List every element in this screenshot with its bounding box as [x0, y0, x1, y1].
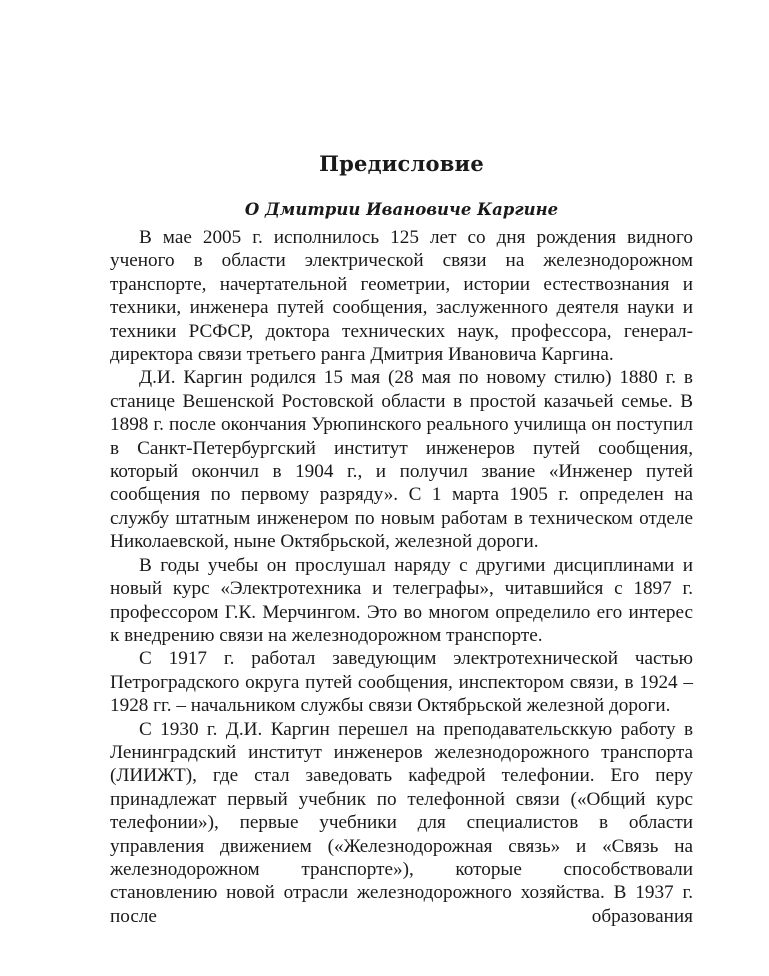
paragraph: С 1917 г. работал заведующим электротехнической частью Петроградского округа путей сообщения, инспектором связи, в 1924 – 1928 гг. – начальником службы связи Октябрьской железной дороги. [110, 648, 693, 717]
paragraph: С 1930 г. Д.И. Каргин перешел на преподавательсккую работу в Ленинградский институт инженеров железнодорожного транспорта (ЛИИЖТ), где стал заведовать кафедрой телефонии. Его перу принадлежат первый учебник по телефонной связи («Общий курс телефонии»), первые учебники для специалистов в области управления движением («Железнодорожная связь» и «Связь на железнодорожном транспорте»), которые способствовали становлению новой отрасли железнодорожного хозяйства. В 1937 г. после образования [110, 718, 693, 927]
page-title: Предисловие [319, 151, 484, 176]
body-text [110, 226, 693, 928]
paragraph: В годы учебы он прослушал наряду с другими дисциплинами и новый курс «Электротехника и телеграфы», читавшийся с 1897 г. профессором Г.К. Мерчингом. Это во многом определило его интерес к внедрению связи на железнодорожном транспорте. [110, 554, 693, 646]
page-content [110, 148, 693, 928]
paragraph: Д.И. Каргин родился 15 мая (28 мая по новому стилю) 1880 г. в станице Вешенской Ростовской области в простой казачьей семье. В 1898 г. после окончания Урюпинского реального училища он поступил в Санкт-Петербургский институт инженеров путей сообщения, который окончил в 1904 г., и получил звание «Инженер путей сообщения по первому разряду». С 1 марта 1905 г. определен на службу штатным инженером по новым работам в техническом отделе Николаевской, ныне Октябрьской, железной дороги. [110, 367, 693, 553]
section-subtitle: О Дмитрии Ивановиче Каргине [244, 200, 559, 219]
paragraph: В мае 2005 г. исполнилось 125 лет со дня рождения видного ученого в области электрической связи на железнодорожном транспорте, начертательной геометрии, истории естествознания и техники, инженера путей сообщения, заслуженного деятеля науки и техники РСФСР, доктора технических наук, профессора, генерал-директора связи третьего ранга Дмитрия Ивановича Каргина. [110, 227, 693, 366]
